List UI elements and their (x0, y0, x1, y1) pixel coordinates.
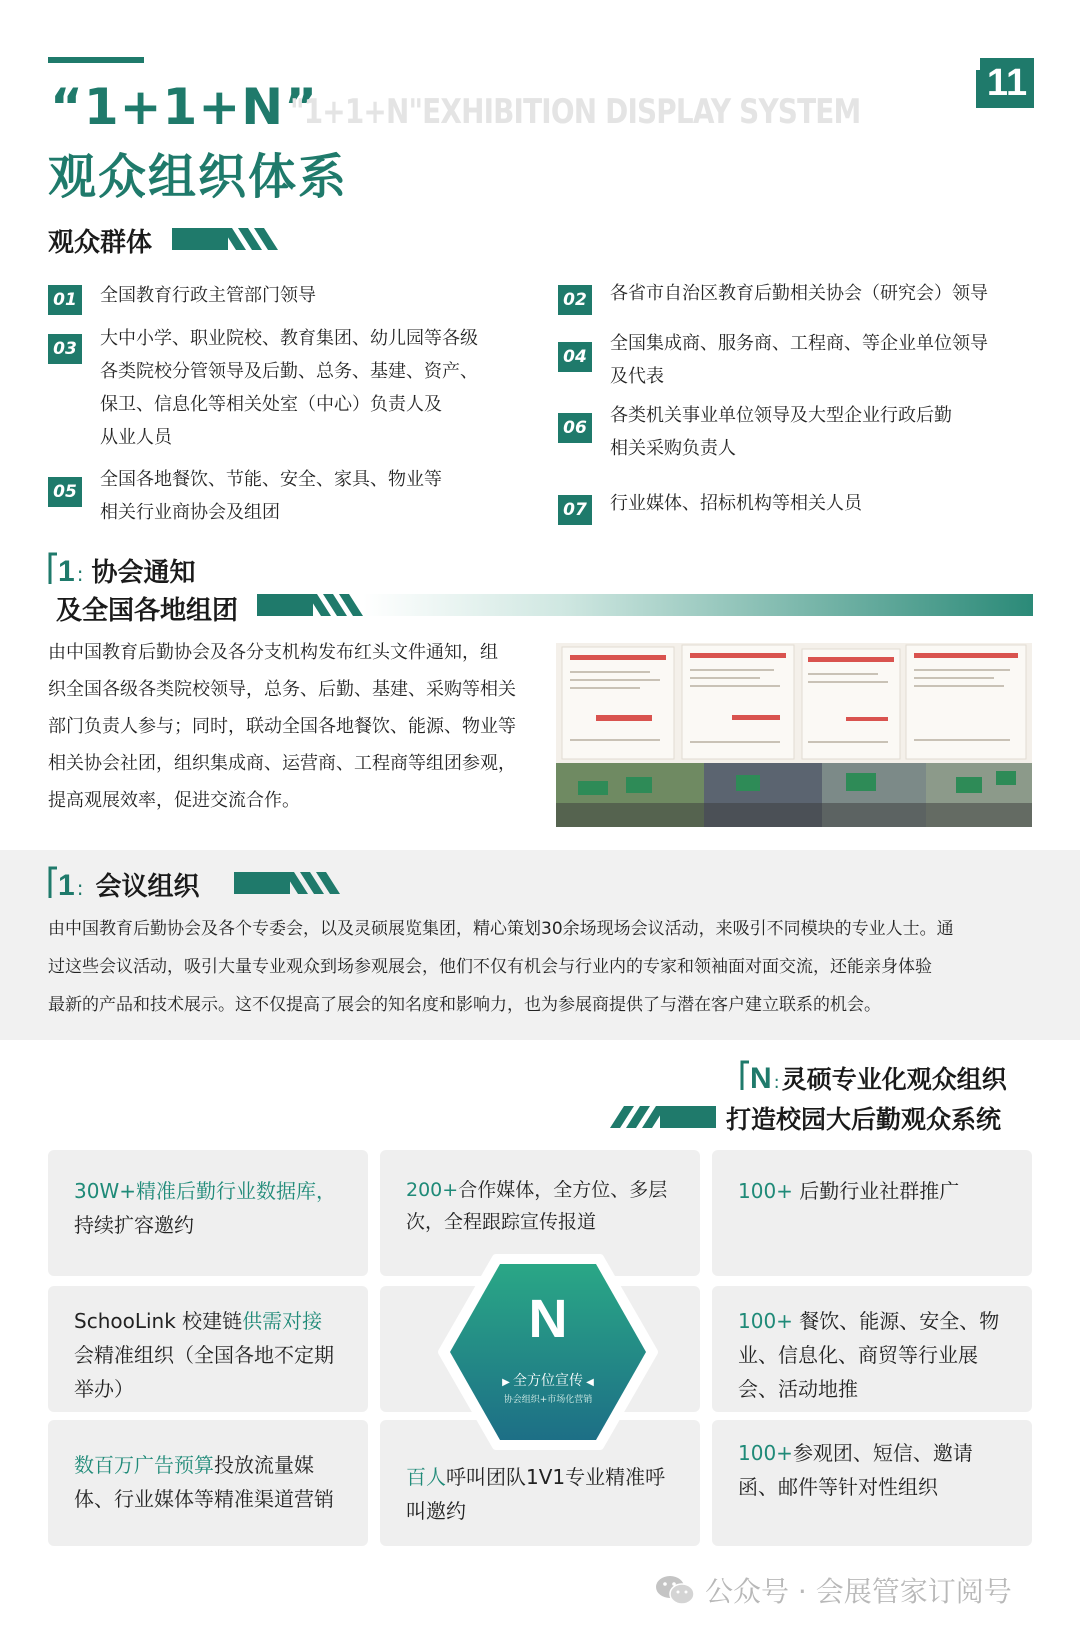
highlight-text: 百人 (406, 1465, 446, 1489)
watermark-text: 公众号 · 会展管家订阅号 (705, 1575, 1012, 1608)
number-badge: 02 (558, 285, 592, 315)
section-number: N (750, 1062, 772, 1095)
bracket-icon (48, 552, 58, 586)
bracket-icon (740, 1060, 750, 1092)
text-line: 全国各地餐饮、节能、安全、家具、物业等 (100, 469, 442, 490)
photo-collage (556, 643, 1032, 827)
section-heading-line1: 灵硕专业化观众组织 (781, 1065, 1007, 1094)
text-line: 相关行业商协会及组团 (100, 502, 280, 523)
text-line: 从业人员 (100, 427, 172, 448)
section-separator: : (76, 562, 84, 586)
text-line: 过这些会议活动，吸引大量专业观众到场参观展会，他们不仅有机会与行业内的专家和领袖面对面交流，还能亲身体验 (48, 957, 932, 977)
number-badge: 06 (558, 413, 592, 443)
text-line: 最新的产品和技术展示。这不仅提高了展会的知名度和影响力，也为参展商提供了与潜在客户建立联系的机会。 (48, 995, 881, 1015)
card-text: 参观团、短信、邀请函、邮件等针对性组织 (738, 1441, 973, 1499)
card-database (48, 1150, 368, 1276)
hexagon-icon (438, 1254, 658, 1450)
section1-paragraph (48, 634, 528, 819)
watermark (655, 1570, 1012, 1610)
highlight-text: 30W+精准后勤行业数据库， (74, 1179, 336, 1203)
section-heading-line2: 打造校园大后勤观众系统 (726, 1105, 1002, 1134)
list-item (48, 283, 316, 315)
list-item-text: 全国教育行政主管部门领导 (100, 285, 316, 306)
list-item (48, 469, 442, 529)
page-title: 观众组织体系 (48, 149, 349, 205)
n-hexagon (438, 1254, 658, 1450)
card-events (712, 1286, 1032, 1412)
hexagon-label-text: 全方位宣传 (513, 1373, 583, 1389)
highlight-text: 100+ (738, 1309, 793, 1333)
number-badge: 03 (48, 334, 82, 364)
bracket-icon (48, 866, 58, 900)
card-text: 持续扩容邀约 (74, 1213, 194, 1237)
text-line: 各类机关事业单位领导及大型企业行政后勤 (610, 405, 952, 426)
card-community (712, 1150, 1032, 1276)
stripe-icon (172, 228, 278, 250)
list-item-text (100, 322, 478, 454)
section-heading-line1: 协会通知 (91, 558, 196, 588)
section-number: 1 (58, 555, 75, 588)
title-english: "1+1+N"EXHIBITION DISPLAY SYSTEM (290, 92, 861, 132)
section1-heading (58, 552, 195, 589)
highlight-text: 数百万广告预算 (74, 1453, 214, 1477)
number-badge: 01 (48, 285, 82, 315)
list-item-text (100, 463, 442, 529)
top-accent-bar (48, 57, 144, 63)
highlight-text: 200+ (406, 1179, 459, 1201)
number-badge: 04 (558, 342, 592, 372)
list-item (558, 283, 988, 315)
stripe-icon (610, 1106, 716, 1128)
documents-and-crowd-image (556, 643, 1032, 827)
title-quote: “1+1+N” (50, 78, 318, 136)
card-text: SchooLink 校建链 (74, 1309, 243, 1333)
card-invitation (712, 1420, 1032, 1546)
list-item (48, 328, 478, 454)
text-line: 各类院校分管领导及后勤、总务、基建、资产、 (100, 361, 478, 382)
text-line: 相关采购负责人 (610, 438, 736, 459)
card-text: 后勤行业社群推广 (792, 1179, 960, 1203)
text-line: 保卫、信息化等相关处室（中心）负责人及 (100, 394, 442, 415)
highlight-text: 100+ (738, 1441, 793, 1465)
text-line: 全国集成商、服务商、工程商、等企业单位领导 (610, 333, 988, 354)
stripe-icon (257, 594, 363, 616)
section2-heading (58, 866, 199, 903)
section2-paragraph (48, 910, 1048, 1024)
list-item (558, 405, 952, 465)
section-separator: : (76, 876, 84, 900)
text-line: 相关协会社团，组织集成商、运营商、工程商等组团参观， (48, 753, 516, 774)
section-heading-line2: 及全国各地组团 (56, 596, 239, 626)
list-item-text: 行业媒体、招标机构等相关人员 (610, 493, 862, 514)
text-line: 织全国各级各类院校领导，总务、后勤、基建、采购等相关 (48, 679, 516, 700)
stripe-icon (234, 872, 340, 894)
card-text: 会精准组织（全国各地不定期举办） (74, 1343, 334, 1401)
gradient-bar (363, 594, 1033, 616)
list-item-text (610, 327, 988, 393)
card-text: 合作媒体，全方位、多层次，全程跟踪宣传报道 (406, 1179, 668, 1233)
text-line: 及代表 (610, 366, 664, 387)
audience-heading: 观众群体 (48, 228, 153, 258)
sectionN-heading (750, 1060, 1007, 1096)
highlight-text: 100+ (738, 1179, 793, 1203)
section-number: 1 (58, 869, 75, 902)
text-line: 提高观展效率，促进交流合作。 (48, 790, 300, 811)
list-item (558, 333, 988, 393)
list-item-text (610, 399, 952, 465)
wechat-icon (655, 1574, 695, 1606)
hexagon-sublabel: 协会组织+市场化营销 (503, 1395, 593, 1405)
section-separator: : (773, 1072, 780, 1093)
page-number: 11 (980, 58, 1034, 108)
list-item-text: 各省市自治区教育后勤相关协会（研究会）领导 (610, 283, 988, 304)
hexagon-label: ▶ 全方位宣传 ◀ (502, 1373, 594, 1389)
card-advertising (48, 1420, 368, 1546)
card-schoolink (48, 1286, 368, 1412)
number-badge: 07 (558, 495, 592, 525)
card-text: 投放流量媒体、行业媒体等精准渠道营销 (74, 1453, 334, 1511)
card-text: 呼叫团队1V1专业精准呼叫邀约 (406, 1465, 666, 1523)
text-line: 由中国教育后勤协会及各个专委会，以及灵硕展览集团，精心策划30余场现场会议活动，来吸引不同模块的专业人士。通 (48, 919, 954, 939)
card-text: 餐饮、能源、安全、物业、信息化、商贸等行业展会、活动地推 (738, 1309, 1000, 1401)
text-line: 由中国教育后勤协会及各分支机构发布红头文件通知，组 (48, 642, 498, 663)
number-badge: 05 (48, 477, 82, 507)
section-heading: 会议组织 (95, 872, 200, 902)
hexagon-letter: N (528, 1289, 568, 1349)
highlight-text: 供需对接 (242, 1309, 323, 1333)
list-item (558, 493, 862, 525)
text-line: 部门负责人参与；同时，联动全国各地餐饮、能源、物业等 (48, 716, 516, 737)
text-line: 大中小学、职业院校、教育集团、幼儿园等各级 (100, 328, 478, 349)
